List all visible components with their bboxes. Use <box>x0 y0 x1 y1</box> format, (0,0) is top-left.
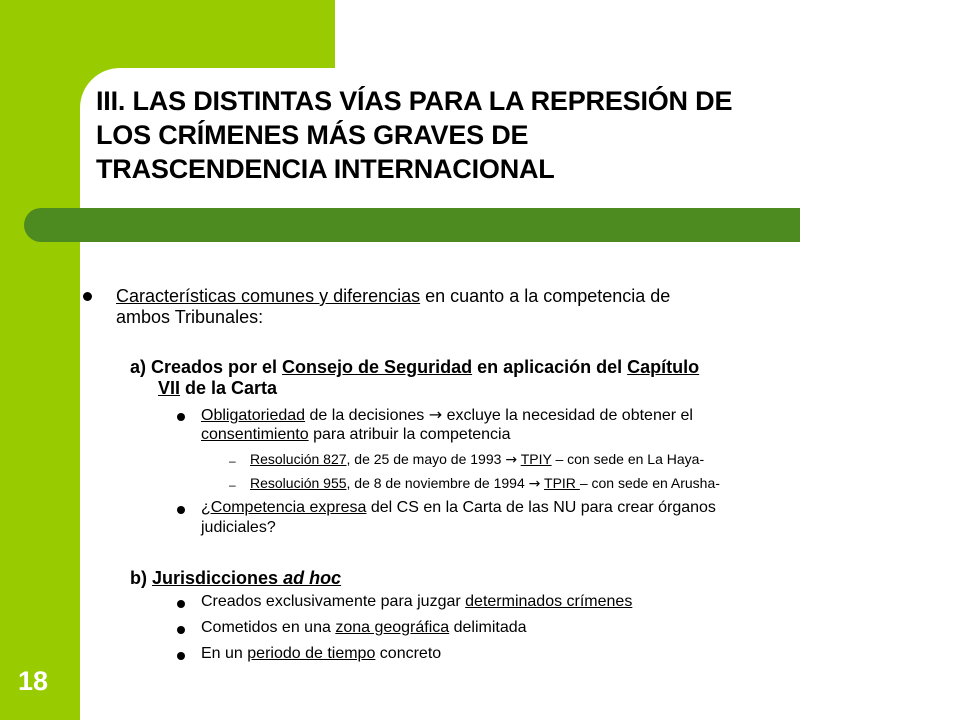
section-b-item <box>201 618 527 637</box>
section-a-prefix: a) Creados por el <box>130 357 283 377</box>
obligatoriedad-underlined: Obligatoriedad <box>201 407 306 424</box>
bullet-icon <box>177 600 185 608</box>
resolucion-827-line <box>250 450 704 469</box>
obligatoriedad-rest: de la decisiones <box>305 407 429 424</box>
bullet-icon <box>177 506 185 514</box>
obligatoriedad-after: excluye la necesidad de obtener el <box>442 407 693 424</box>
intro-rest: en cuanto a la competencia de <box>420 286 671 306</box>
capitulo-link: Capítulo <box>627 357 700 377</box>
resolucion-827-rest: , de 25 de mayo de 1993 <box>346 451 506 467</box>
item-before: Creados exclusivamente para juzgar <box>201 593 466 610</box>
item-underlined: periodo de tiempo <box>247 645 376 662</box>
resolucion-955-after: – con sede en Arusha- <box>579 475 720 491</box>
resolucion-827-underlined: Resolución 827 <box>250 451 347 467</box>
title-line-3: TRASCENDENCIA INTERNACIONAL <box>96 154 555 184</box>
bullet-icon <box>177 626 185 634</box>
obligatoriedad-line-1 <box>201 405 693 425</box>
bullet-icon <box>177 413 185 421</box>
section-a-heading <box>130 356 699 378</box>
section-a-heading-line-2 <box>158 377 277 399</box>
dash-icon: – <box>229 454 236 468</box>
resolucion-955-line <box>250 474 720 493</box>
jurisdicciones-underlined <box>152 568 341 588</box>
competencia-line-1 <box>201 498 716 517</box>
dash-icon: – <box>229 478 236 492</box>
right-arrow-icon: → <box>528 476 541 492</box>
item-before: En un <box>201 645 248 662</box>
intro-line-1 <box>116 285 670 307</box>
resolucion-955-underlined: Resolución 955 <box>250 475 347 491</box>
tpiy-underlined: TPIY <box>520 451 552 467</box>
intro-underlined: Características comunes y diferencias <box>116 286 421 306</box>
item-before: Cometidos en una <box>201 619 336 636</box>
section-b-prefix: b) <box>130 568 152 588</box>
tpir-underlined: TPIR <box>544 475 580 491</box>
bullet-icon <box>83 292 92 301</box>
section-a-line2-rest: de la Carta <box>180 378 278 398</box>
right-arrow-icon: → <box>428 405 443 424</box>
competencia-line-2: judiciales? <box>201 519 276 536</box>
intro-line-2: ambos Tribunales: <box>116 307 264 327</box>
section-b-item <box>201 592 632 611</box>
consentimiento-underlined: consentimiento <box>201 426 309 443</box>
competencia-underlined: ¿Competencia expresa <box>201 499 367 516</box>
ad-hoc-italic: ad hoc <box>283 568 342 588</box>
section-b-item <box>201 644 441 663</box>
item-underlined: determinados crímenes <box>465 593 633 610</box>
obligatoriedad-line2-rest: para atribuir la competencia <box>308 426 511 443</box>
right-arrow-icon: → <box>505 452 518 468</box>
obligatoriedad-line-2 <box>201 425 511 444</box>
jurisdicciones-text: Jurisdicciones <box>152 568 284 588</box>
vii-link: VII <box>158 378 181 398</box>
item-underlined: zona geográfica <box>335 619 450 636</box>
section-b-heading <box>130 567 341 589</box>
consejo-link: Consejo de Seguridad <box>282 357 473 377</box>
competencia-rest: del CS en la Carta de las NU para crear órganos <box>366 499 716 516</box>
resolucion-827-after: – con sede en La Haya- <box>551 451 705 467</box>
title-line-1: III. LAS DISTINTAS VÍAS PARA LA REPRESIÓN DE <box>96 86 733 116</box>
resolucion-955-rest: , de 8 de noviembre de 1994 <box>346 475 529 491</box>
section-a-middle: en aplicación del <box>472 357 628 377</box>
slide-number: 18 <box>18 666 49 696</box>
title-line-2: LOS CRÍMENES MÁS GRAVES DE <box>96 120 529 150</box>
item-after: delimitada <box>449 619 527 636</box>
bullet-icon <box>177 652 185 660</box>
item-after: concreto <box>375 645 442 662</box>
